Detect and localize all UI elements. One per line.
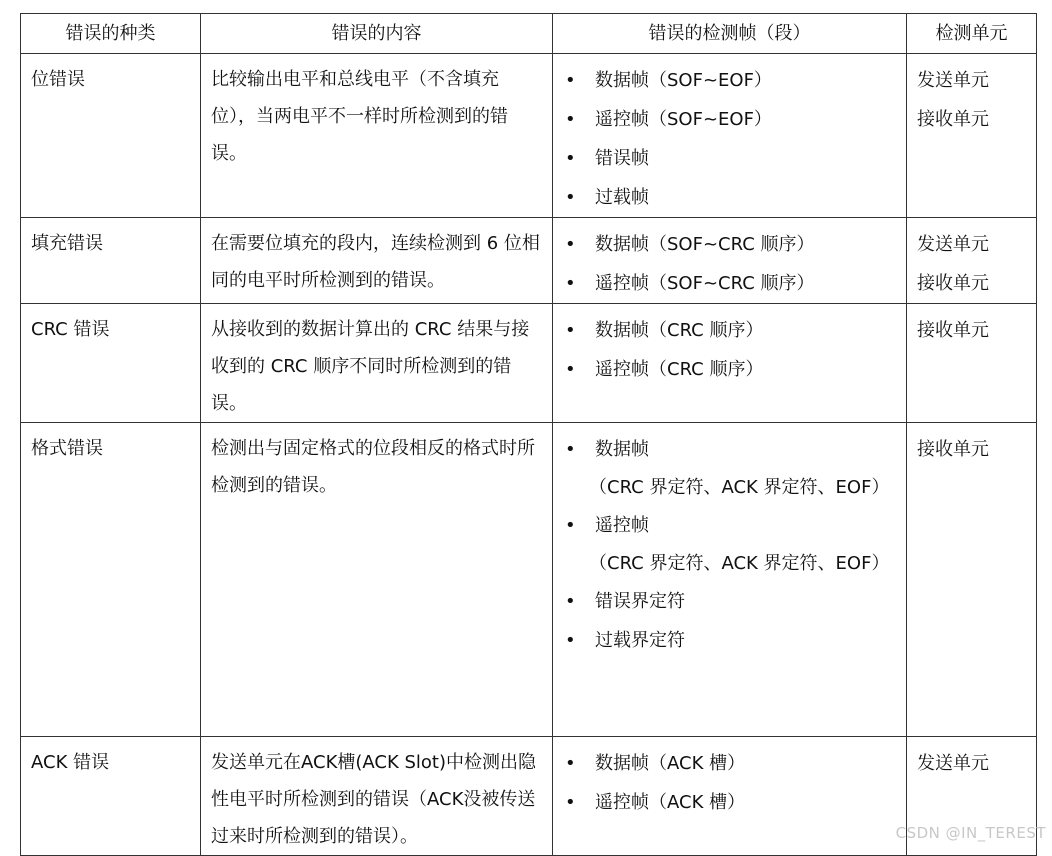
list-item	[563, 506, 896, 582]
table-row	[21, 54, 1037, 218]
list-item: • 遥控帧（SOF~EOF）	[563, 100, 896, 139]
list-item: • 数据帧（SOF~CRC 顺序）	[563, 225, 896, 264]
frame-segments: （CRC 界定符、ACK 界定符、EOF）	[589, 553, 890, 574]
frame-list	[563, 430, 896, 660]
header-error-type: 错误的种类	[21, 14, 201, 54]
list-item: • 过载界定符	[563, 621, 896, 660]
detection-frame-cell	[553, 54, 907, 218]
detection-unit-cell	[907, 304, 1037, 423]
frame-list	[563, 225, 896, 303]
error-content-text: 检测出与固定格式的位段相反的格式时所检测到的错误。	[211, 438, 535, 496]
frame-list	[563, 61, 896, 217]
error-content-text: 从接收到的数据计算出的 CRC 结果与接收到的 CRC 顺序不同时所检测到的错误。	[211, 319, 530, 414]
error-content-cell	[201, 423, 553, 737]
error-type-cell: 填充错误	[21, 218, 201, 304]
detection-frame-cell	[553, 737, 907, 856]
error-content-text: 发送单元在ACK槽(ACK Slot)中检测出隐性电平时所检测到的错误（ACK没被传送过来时所检测到的错误）。	[211, 752, 537, 847]
error-content-cell	[201, 737, 553, 856]
unit-label: 发送单元	[917, 70, 989, 91]
header-error-content: 错误的内容	[201, 14, 553, 54]
table-row	[21, 423, 1037, 737]
frame-segments: （CRC 界定符、ACK 界定符、EOF）	[589, 477, 890, 498]
detection-frame-cell	[553, 218, 907, 304]
frame-name: 数据帧	[595, 439, 649, 460]
error-type-cell: 位错误	[21, 54, 201, 218]
table-header-row	[21, 14, 1037, 54]
list-item: • 错误帧	[563, 139, 896, 178]
unit-label: 接收单元	[917, 109, 989, 130]
header-detection-frame: 错误的检测帧（段）	[553, 14, 907, 54]
detection-unit-cell	[907, 218, 1037, 304]
list-item	[563, 430, 896, 506]
list-item: • 遥控帧（ACK 槽）	[563, 783, 896, 822]
error-content-cell	[201, 304, 553, 423]
table-row	[21, 304, 1037, 423]
list-item: • 数据帧（CRC 顺序）	[563, 311, 896, 350]
error-type-cell: 格式错误	[21, 423, 201, 737]
error-content-text: 比较输出电平和总线电平（不含填充位），当两电平不一样时所检测到的错误。	[211, 69, 508, 164]
detection-frame-cell	[553, 423, 907, 737]
error-type-cell: ACK 错误	[21, 737, 201, 856]
table-row	[21, 218, 1037, 304]
unit-label: 接收单元	[917, 273, 989, 294]
error-types-table	[20, 13, 1037, 856]
watermark: CSDN @IN_TEREST	[895, 824, 1046, 842]
header-detection-unit: 检测单元	[907, 14, 1037, 54]
error-content-cell	[201, 218, 553, 304]
unit-label: 接收单元	[917, 320, 989, 341]
frame-list	[563, 744, 896, 822]
frame-name: 遥控帧	[595, 515, 649, 536]
detection-frame-cell	[553, 304, 907, 423]
table-row	[21, 737, 1037, 856]
detection-unit-cell	[907, 423, 1037, 737]
unit-label: 发送单元	[917, 753, 989, 774]
list-item: • 过载帧	[563, 178, 896, 217]
list-item: • 数据帧（SOF~EOF）	[563, 61, 896, 100]
unit-label: 接收单元	[917, 439, 989, 460]
error-content-cell	[201, 54, 553, 218]
error-type-cell: CRC 错误	[21, 304, 201, 423]
list-item: • 数据帧（ACK 槽）	[563, 744, 896, 783]
list-item: • 遥控帧（CRC 顺序）	[563, 350, 896, 389]
detection-unit-cell	[907, 54, 1037, 218]
frame-list	[563, 311, 896, 389]
error-content-text: 在需要位填充的段内，连续检测到 6 位相同的电平时所检测到的错误。	[211, 233, 540, 291]
list-item: • 错误界定符	[563, 582, 896, 621]
list-item: • 遥控帧（SOF~CRC 顺序）	[563, 264, 896, 303]
unit-label: 发送单元	[917, 234, 989, 255]
